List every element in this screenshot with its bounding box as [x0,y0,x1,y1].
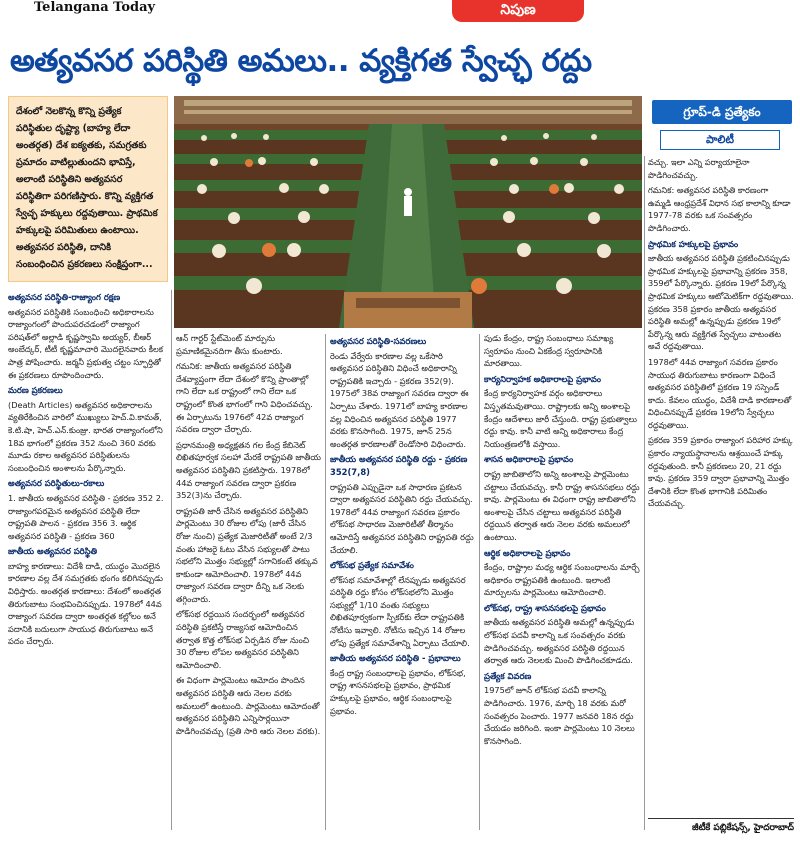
col5-text-4: 1978లో 44వ రాజ్యాంగ సవరణ ప్రకారం సాయుధ తిరుగుబాటు కారణంగా విధించే అత్యవసర పరిస్థితిలో ప్రకరణ 19 సస్పెండ్ కాదు. కేవలం యుద్ధం, విదేశీ దాడి కారణాలతో విధించినప్పుడే ప్రకరణ 19లోని స్వేచ్ఛలు రద్దవుతాయి. [648,356,792,430]
col2-text-3: రాష్ట్రపతి జారీ చేసిన అత్యవసర పరిస్థితిని పార్లమెంటు 30 రోజుల లోపు (జారీ చేసిన రోజు నుంచి) ప్రత్యేక మెజారిటీతో అంటే 2/3 వంతు హాజరై ఓటు వేసిన సభ్యులతో పాటు సభలోని మొత్తం సభ్యుల్లో సగానికంటే తక్కువ కాకుండా ఆమోదించాలి. 1978లో 44వ రాజ్యాంగ సవరణ ద్వారా దీన్ని ఒక నెలకు తగ్గించారు. [176,505,318,604]
col4-heading-3: శాసన అధికారాలపై ప్రభావం [484,454,574,465]
column-divider [171,290,172,830]
parliament-illustration [174,96,642,328]
col5-text-5: ప్రకరణ 359 ప్రకారం రాజ్యాంగ పరిహార హక్కు ప్రకారం న్యాయస్థానాలను ఆశ్రయించే హక్కు రద్దవుతుంది. కానీ ప్రకరణలు 20, 21 రద్దు కావు. ప్రకరణ 359 ద్వారా ప్రభావాన్ని మొత్తం దేశానికి లేదా కొంత భాగానికి పరిమితం చేయవచ్చు. [648,435,793,509]
column-divider [644,156,645,830]
col3-text-1: రెండు వేర్వేరు కారణాల వల్ల ఒకేసారి అత్యవసర పరిస్థితిని విధించే అధికారాన్ని రాష్ట్రపతికి ఇచ్చారు - ప్రకరణ 352(9). 1975లో 38వ రాజ్యాంగ సవరణ ద్వారా ఈ ఏర్పాటు చేశారు. 1971లో బాహ్య కారణాల వల్ల విధించిన అత్యవసర పరిస్థితి 1977 వరకు కొనసాగింది. 1975, జూన్ 25న అంతర్గత కారణాలతో రెండోసారి విధించారు. [330,350,469,449]
col1-text-4: బాహ్య కారణాలు: విదేశీ దాడి, యుద్ధం మొదలైన కారణాల వల్ల దేశ సమగ్రతకు భంగం కలిగినప్పుడు విధిస్తారు. అంతర్గత కారణాలు: దేశంలో అంతర్గత తిరుగుబాటు సంభవించినప్పుడు. 1978లో 44వ రాజ్యాంగ సవరణ ద్వారా అంతర్గత కల్లోలం అనే పదానికి బదులుగా సాయుధ తిరుగుబాటు అనే పదం చేర్చారు. [8,560,164,647]
nipuna-logo: నిపుణ [452,0,584,22]
col4-text-3: రాష్ట్ర జాబితాలోని అన్ని అంశాలపై పార్లమెంటు చట్టాలు చేయవచ్చు. కానీ రాష్ట్ర శాసనసభలు రద్దు కావు. పార్లమెంటు ఈ విధంగా రాష్ట్ర జాబితాలోని అంశాలపై చేసిన చట్టాలు అత్యవసర పరిస్థితి రద్దయిన తర్వాత ఆరు నెలల వరకు అమలులో ఉంటాయి. [484,468,640,542]
col2-text-2: ప్రధానమంత్రి అధ్యక్షతన గల కేంద్ర కేబినెట్ లిఖితపూర్వక సలహా మేరకే రాష్ట్రపతి జాతీయ అత్యవసర పరిస్థితిని ప్రకటిస్తారు. 1978లో 44వ రాజ్యాంగ సవరణ ద్వారా ప్రకరణ 352(3)ను చేర్చారు. [176,439,321,501]
column-divider [325,334,326,830]
subject-label: పాలిటీ [660,130,780,150]
col3-text-2: రాష్ట్రపతి ఎప్పుడైనా ఒక సాధారణ ప్రకటన ద్వారా అత్యవసర పరిస్థితిని రద్దు చేయవచ్చు. 1978లో 44వ రాజ్యాంగ సవరణ ప్రకారం లోక్‌సభ సాధారణ మెజారిటీతో తీర్మానం ఆమోదిస్తే అత్యవసర పరిస్థితిని రాష్ట్రపతి రద్దు చేయాలి. [330,481,474,555]
masthead [0,0,800,28]
column-4 [484,332,640,836]
column-divider [479,334,480,830]
headline: అత్యవసర పరిస్థితి అమలు.. వ్యక్తిగత స్వేచ్ఛ రద్దు [10,43,592,79]
col5-heading-3: ప్రాథమిక హక్కులపై ప్రభావం [648,238,739,249]
col2-text-5: ఈ విధంగా పార్లమెంటు ఆమోదం పొందిన అత్యవసర పరిస్థితి ఆరు నెలల వరకు అమలులో ఉంటుంది. పార్లమెంటు ఆమోదంతో అత్యవసర పరిస్థితిని ఎన్నిసార్లయినా పొడిగించవచ్చు (ప్రతి సారి ఆరు నెలల వరకు). [176,675,321,736]
col4-text-1: పుడు కేంద్రం, రాష్ట్ర సంబంధాలు సమాఖ్య స్వరూపం నుంచి ఏకకేంద్ర స్వరూపానికి మారతాయి. [484,333,614,369]
col3-text-3: లోక్‌సభ సమావేశాల్లో లేనప్పుడు అత్యవసర పరిస్థితి రద్దు కోసం లోక్‌సభలోని మొత్తం సభ్యుల్లో 1/10 వంతు సభ్యులు లిఖితపూర్వకంగా స్పీకర్‌కు లేదా రాష్ట్రపతికి నోటీసు ఇవ్వాలి. నోటీసు ఇచ్చిన 14 రోజుల లోపు ప్రత్యేక సమావేశాన్ని ఏర్పాటు చేయాలి. [330,574,470,648]
col3-heading-3: లోక్‌సభ ప్రత్యేక సమావేశం [330,560,414,571]
col1-text-2: (Death Articles) అత్యవసర అధికారాలను వ్యతిరేకించిన వారిలో ముఖ్యులు హెచ్.వి.కామత్, కె.టి.షా, హెచ్.ఎన్.కుంజ్రు. భారత రాజ్యాంగంలోని 18వ భాగంలో ప్రకరణ 352 నుంచి 360 వరకు మూడు రకాల అత్యవసర పరిస్థితులను సంబంధించిన అంశాలను పేర్కొన్నారు. [8,399,163,473]
col1-heading-2: మరణ ప్రకరణలు [8,385,63,396]
col3-heading-1: అత్యవసర పరిస్థితి-సవరణలు [330,336,427,346]
col1-heading-4: జాతీయ అత్యవసర పరిస్థితి [8,546,98,557]
col4-text-5: జాతీయ అత్యవసర పరిస్థితి అమల్లో ఉన్నప్పుడు లోక్‌సభ పదవీ కాలాన్ని ఒక సంవత్సరం వరకు పొడిగించవచ్చు. అత్యవసర పరిస్థితి రద్దయిన తర్వాత ఆరు నెలలకు మించి పొడిగించకూడదు. [484,617,635,666]
col1-text-3: 1. జాతీయ అత్యవసర పరిస్థితి - ప్రకరణ 352 2. రాజ్యాంగపరమైన అత్యవసర పరిస్థితి లేదా రాష్ట్రపతి పాలన - ప్రకరణ 356 3. ఆర్థిక అత్యవసర పరిస్థితి - ప్రకరణ 360 [8,492,164,541]
col4-text-4: కేంద్రం, రాష్ట్రాల మధ్య ఆర్థిక సంబంధాలను మార్చే అధికారం రాష్ట్రపతికి ఉంటుంది. ఇలాంటి మార్పులను పార్లమెంటు ఆమోదించాలి. [484,562,640,598]
col5-text-2: గమనిక: అత్యవసర పరిస్థితి కారణంగా ఉమ్మడి ఆంధ్రప్రదేశ్ విధాన సభ కాలాన్ని కూడా 1977-78 వరకు ఒక సంవత్సరం పొడిగించారు. [648,185,791,233]
col4-text-2: కేంద్ర కార్యనిర్వాహక వర్గం అధికారాలు విస్తృతమవుతాయి. రాష్ట్రాలకు అన్ని అంశాలపై కేంద్రం ఆదేశాలు జారీ చేస్తుంది. రాష్ట్ర ప్రభుత్వాలు రద్దు కావు. కానీ వాటి అన్ని అధికారాలు కేంద్ర నియంత్రణలోకి వస్తాయి. [484,388,638,449]
parliament-photo [174,96,642,328]
col4-heading-5: లోక్‌సభ, రాష్ట్ర శాసనసభలపై ప్రభావం [484,602,606,613]
col3-text-4: కేంద్ర రాష్ట్ర సంబంధాలపై ప్రభావం, లోక్‌సభ, రాష్ట్ర శాసనసభలపై ప్రభావం, ప్రాథమిక హక్కులపై ప్రభావం, ఆర్థిక సంబంధాలపై ప్రభావం. [330,667,466,716]
col4-text-6: 1975లో జూన్ లోక్‌సభ పదవీ కాలాన్ని పొడిగించారు. 1976, మార్చి 18 వరకు మరో సంవత్సరం పెంచారు. 1977 జనవరి 18న రద్దు చేయడం జరిగింది. ఇంకా పార్లమెంటు 10 నెలలు కొనసాగింది. [484,685,635,746]
column-5 [648,156,794,814]
publication-name: Telangana Today [34,0,156,15]
col5-text-1: వచ్చు. ఇలా ఎన్ని పర్యాయాలైనా పొడిగించవచ్చు. [648,157,750,180]
photo-caption: ఆన్ గార్టర్ స్టేట్‌మెంట్ మార్పును ప్రమాణికమైనదిగా తీసు కుంటారు. [176,333,283,356]
column-3 [330,332,476,836]
col2-text-1: గమనిక: జాతీయ అత్యవసర పరిస్థితి దేశవ్యాప్తంగా లేదా దేశంలో కొన్ని ప్రాంతాల్లో గాని లేదా ఒక రాష్ట్రంలో గాని లేదా ఒక రాష్ట్రంలో కొంత భాగంలో గాని విధించవచ్చు. ఈ ఏర్పాటును 1976లో 42వ రాజ్యాంగ సవరణ ద్వారా చేర్చారు. [176,361,313,435]
col1-heading-3: అత్యవసర పరిస్థితులు-రకాలు [8,478,105,489]
intro-box: దేశంలో నెలకొన్న కొన్ని ప్రత్యేక పరిస్థితుల దృష్ట్యా (బాహ్య లేదా అంతర్గత) దేశ ఐక్యతకు, సమగ్రతకు ప్రమాదం వాటిల్లుతుందని భావిస్తే, అలాంటి పరిస్థితిని అత్యవసర పరిస్థితిగా పరిగణిస్తారు. కొన్ని వ్యక్తిగత స్వేచ్ఛ హక్కులు రద్దవుతాయి. ప్రాథమిక హక్కులపై పరిమితులు ఉంటాయి. అత్యవసర పరిస్థితి, దానికి సంబంధించిన ప్రకరణలు సంక్షిప్తంగా... [8,96,168,282]
publisher-credit: జీటీకే పబ్లికేషన్స్, హైదరాబాద్ [648,818,794,836]
group-d-special-badge: గ్రూప్-డి ప్రత్యేకం [652,100,792,124]
column-2 [176,332,322,836]
col4-heading-2: కార్యనిర్వాహక అధికారాలపై ప్రభావం [484,373,602,384]
col4-heading-6: ప్రత్యేక వివరణ [484,670,532,681]
col1-heading-1: అత్యవసర పరిస్థితి-రాజ్యాంగ రక్షణ [8,292,121,302]
col3-heading-4: జాతీయ అత్యవసర పరిస్థితి - ప్రభావాలు [330,653,461,664]
col4-heading-4: ఆర్థిక అధికారాలపై ప్రభావం [484,547,571,558]
col5-text-3: జాతీయ అత్యవసర పరిస్థితి ప్రకటించినప్పుడు ప్రాథమిక హక్కులపై ప్రభావాన్ని ప్రకరణ 358, 359లో పేర్కొన్నారు. ప్రకరణ 19లో పేర్కొన్న ప్రాథమిక హక్కులు ఆటోమెటిక్‌గా రద్దవుతాయి. ప్రకరణ 358 ప్రకారం జాతీయ అత్యవసర పరిస్థితి అమల్లో ఉన్నప్పుడు ప్రకరణ 19లో పేర్కొన్న ఆరు వ్యక్తిగత స్వేచ్ఛలు వాటంతట అవే రద్దవుతాయి. [648,253,794,352]
col3-heading-2: జాతీయ అత్యవసర పరిస్థితి రద్దు - ప్రకరణ 352(7,8) [330,454,468,477]
col1-text-1: అత్యవసర పరిస్థితికి సంబంధించి అధికారాలను రాజ్యాంగంలో పొందుపరచడంలో రాజ్యాంగ పరిషత్‌లో అల్లాడి కృష్ణస్వామి అయ్యర్, బీఆర్ అంబేద్కర్, టీటీ కృష్ణమాచారి మొదలైనవారు కీలక పాత్ర పోషించారు. జర్మనీ ప్రభుత్వ చట్టం స్ఫూర్తితో ఈ ప్రకరణలు రూపొందించారు. [8,306,164,380]
column-1 [8,288,168,836]
col2-text-4: లోక్‌సభ రద్దయిన సందర్భంలో అత్యవసర పరిస్థితి ప్రకటిస్తే రాజ్యసభ ఆమోదించిన తర్వాత కొత్త లోక్‌సభ ఏర్పడిన రోజు నుంచి 30 రోజుల లోపల అత్యవసర పరిస్థితిని ఆమోదించాలి. [176,609,310,670]
